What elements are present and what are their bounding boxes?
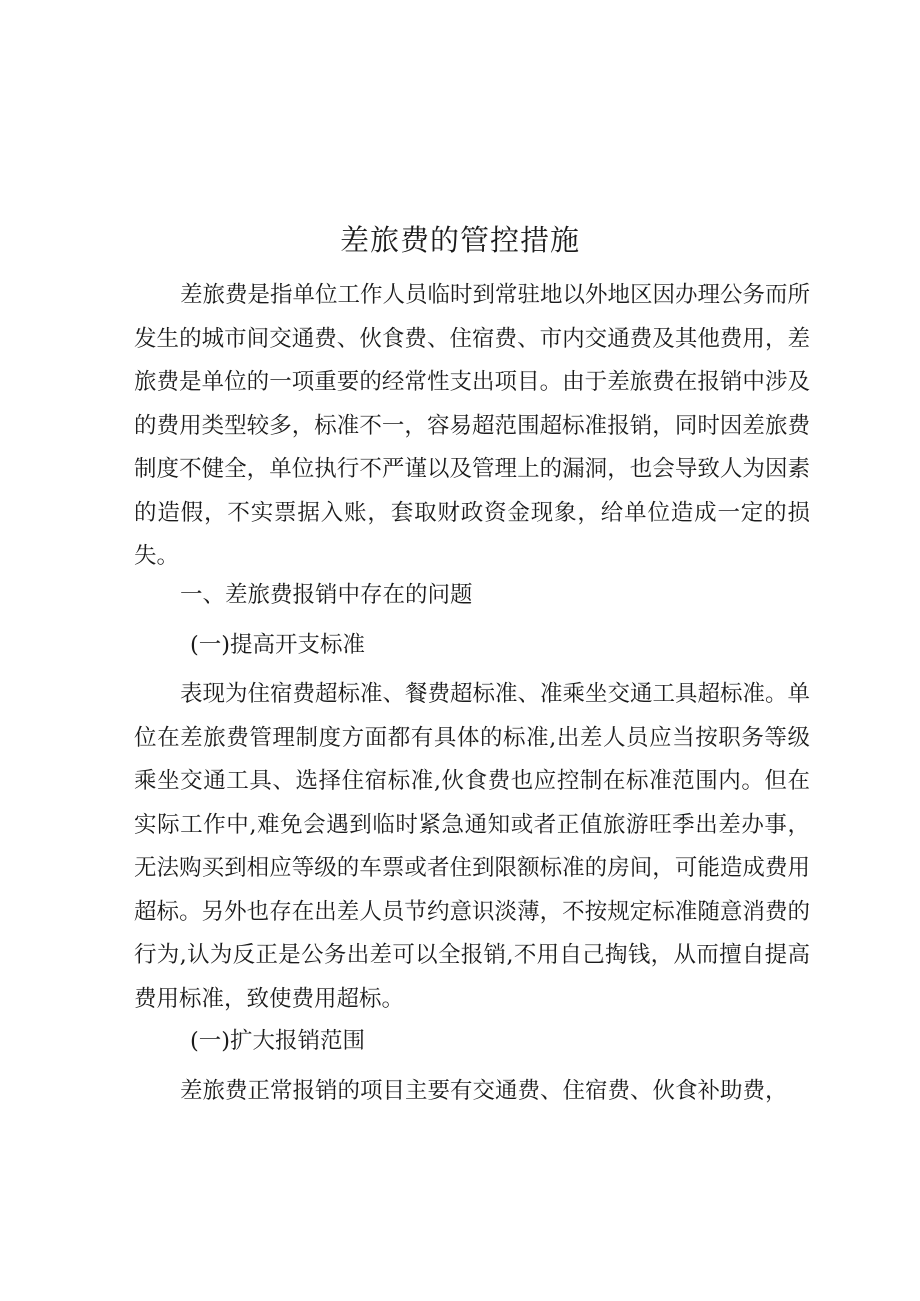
document-title: 差旅费的管控措施 <box>339 223 580 257</box>
subsection-paragraph-expand-scope: 差旅费正常报销的项目主要有交通费、住宿费、伙食补助费， <box>180 1078 788 1104</box>
subsection-heading-expand-scope: (一)扩大报销范围 <box>190 1028 366 1054</box>
section-heading-problems: 一、差旅费报销中存在的问题 <box>180 582 473 608</box>
subsection-heading-raise-standards: (一)提高开支标准 <box>190 632 366 658</box>
intro-paragraph: 差旅费是指单位工作人员临时到常驻地以外地区因办理公务而所发生的城市间交通费、伙食费、住宿费、市内交通费及其他费用，差旅费是单位的一项重要的经常性支出项目。由于差旅费在报销中涉及的费用类型较多，标准不一，容易超范围超标准报销，同时因差旅费制度不健全，单位执行不严谨以及管理上的漏洞，也会导致人为因素的造假，不实票据入账，套取财政资金现象，给单位造成一定的损失。 <box>134 282 811 569</box>
subsection-paragraph-raise-standards: 表现为住宿费超标准、餐费超标准、准乘坐交通工具超标准。单位在差旅费管理制度方面都有具体的标准,出差人员应当按职务等级乘坐交通工具、选择住宿标准,伙食费也应控制在标准范围内。但在实际工作中,难免会遇到临时紧急通知或者正值旅游旺季出差办事，无法购买到相应等级的车票或者住到限额标准的房间，可能造成费用超标。另外也存在出差人员节约意识淡薄，不按规定标准随意消费的行为,认为反正是公务出差可以全报销,不用自己掏钱，从而擅自提高费用标准，致使费用超标。 <box>134 681 811 1012</box>
